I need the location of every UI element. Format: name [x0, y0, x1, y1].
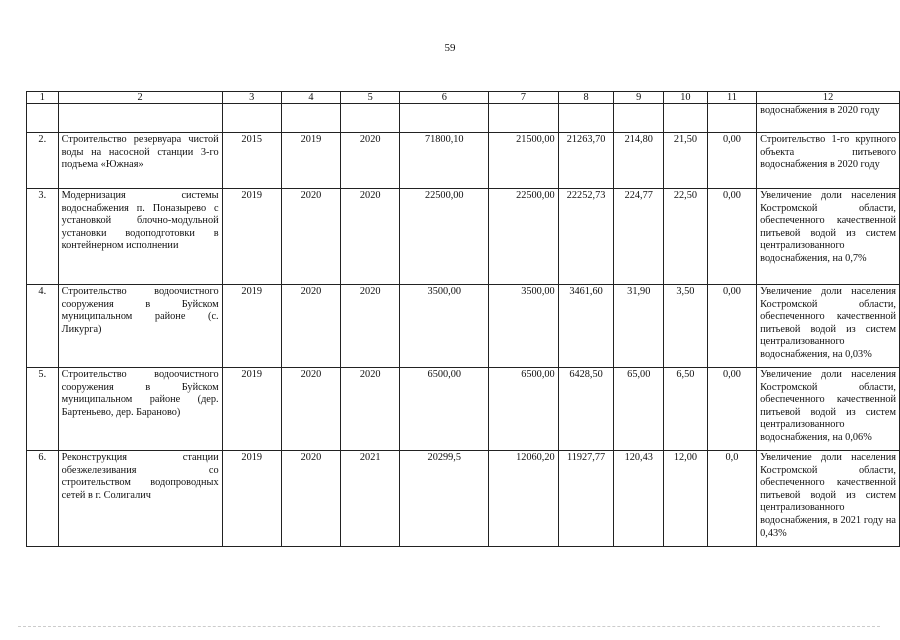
value-col-9: 65,00 [614, 368, 664, 451]
column-header: 8 [558, 92, 614, 104]
value-col-10: 3,50 [664, 285, 708, 368]
column-header: 12 [757, 92, 900, 104]
table-row [27, 285, 900, 368]
row-number: 2. [27, 133, 59, 189]
value-col-6: 20299,5 [400, 451, 489, 547]
value-col-8 [558, 104, 614, 133]
column-header: 1 [27, 92, 59, 104]
value-col-7: 21500,00 [489, 133, 558, 189]
column-header: 2 [58, 92, 222, 104]
expected-result: Увеличение доли населения Костромской области, обеспеченного качественной питьевой водой из систем централизованного водоснабжения, на 0,03% [757, 285, 900, 368]
start-year: 2019 [222, 189, 281, 285]
value-col-6: 3500,00 [400, 285, 489, 368]
value-col-9 [614, 104, 664, 133]
column-header: 7 [489, 92, 558, 104]
value-col-11: 0,00 [707, 285, 756, 368]
page-number: 59 [444, 42, 456, 54]
value-col-6: 71800,10 [400, 133, 489, 189]
column-header: 10 [664, 92, 708, 104]
table-row [27, 368, 900, 451]
end-year: 2020 [341, 133, 400, 189]
value-col-8: 22252,73 [558, 189, 614, 285]
year-col-4: 2020 [281, 285, 340, 368]
table-row [27, 189, 900, 285]
value-col-7: 22500,00 [489, 189, 558, 285]
value-col-7 [489, 104, 558, 133]
value-col-7: 12060,20 [489, 451, 558, 547]
start-year: 2015 [222, 133, 281, 189]
table-row [27, 104, 900, 133]
expected-result: Увеличение доли населения Костромской области, обеспеченного качественной питьевой водой из систем централизованного водоснабжения, на 0,06% [757, 368, 900, 451]
year-col-4: 2020 [281, 451, 340, 547]
start-year: 2019 [222, 368, 281, 451]
value-col-7: 6500,00 [489, 368, 558, 451]
value-col-10: 12,00 [664, 451, 708, 547]
year-col-4: 2020 [281, 368, 340, 451]
end-year: 2020 [341, 368, 400, 451]
value-col-9: 224,77 [614, 189, 664, 285]
value-col-6: 22500,00 [400, 189, 489, 285]
row-number: 4. [27, 285, 59, 368]
project-name [58, 104, 222, 133]
column-header: 11 [707, 92, 756, 104]
value-col-9: 31,90 [614, 285, 664, 368]
start-year [222, 104, 281, 133]
row-number: 6. [27, 451, 59, 547]
page-bottom-edge [18, 626, 880, 627]
end-year: 2020 [341, 285, 400, 368]
column-header: 6 [400, 92, 489, 104]
value-col-11: 0,0 [707, 451, 756, 547]
value-col-8: 6428,50 [558, 368, 614, 451]
start-year: 2019 [222, 451, 281, 547]
value-col-10: 6,50 [664, 368, 708, 451]
value-col-11: 0,00 [707, 133, 756, 189]
value-col-10: 22,50 [664, 189, 708, 285]
value-col-7: 3500,00 [489, 285, 558, 368]
project-name: Строительство водоочистного сооружения в Буйском муниципальном районе (с. Ликурга) [58, 285, 222, 368]
value-col-11: 0,00 [707, 368, 756, 451]
value-col-11 [707, 104, 756, 133]
row-number: 5. [27, 368, 59, 451]
year-col-4: 2019 [281, 133, 340, 189]
header-row [27, 92, 900, 104]
program-table [26, 91, 900, 547]
start-year: 2019 [222, 285, 281, 368]
value-col-8: 11927,77 [558, 451, 614, 547]
table-row [27, 133, 900, 189]
value-col-10 [664, 104, 708, 133]
column-header: 4 [281, 92, 340, 104]
value-col-6: 6500,00 [400, 368, 489, 451]
project-name: Модернизация системы водоснабжения п. Поназырево с установкой блочно-модульной установки водоподготовки в контейнерном исполнении [58, 189, 222, 285]
value-col-8: 21263,70 [558, 133, 614, 189]
end-year [341, 104, 400, 133]
row-number: 3. [27, 189, 59, 285]
year-col-4: 2020 [281, 189, 340, 285]
end-year: 2021 [341, 451, 400, 547]
expected-result: водоснабжения в 2020 году [757, 104, 900, 133]
end-year: 2020 [341, 189, 400, 285]
year-col-4 [281, 104, 340, 133]
row-number [27, 104, 59, 133]
value-col-10: 21,50 [664, 133, 708, 189]
column-header: 9 [614, 92, 664, 104]
project-name: Реконструкция станции обезжелезивания со строительством водопроводных сетей в г. Солигалич [58, 451, 222, 547]
value-col-6 [400, 104, 489, 133]
expected-result: Строительство 1-го крупного объекта питьевого водоснабжения в 2020 году [757, 133, 900, 189]
value-col-9: 214,80 [614, 133, 664, 189]
value-col-11: 0,00 [707, 189, 756, 285]
project-name: Строительство резервуара чистой воды на насосной станции 3-го подъема «Южная» [58, 133, 222, 189]
column-header: 5 [341, 92, 400, 104]
value-col-8: 3461,60 [558, 285, 614, 368]
expected-result: Увеличение доли населения Костромской области, обеспеченного качественной питьевой водой из систем централизованного водоснабжения, на 0,7% [757, 189, 900, 285]
expected-result: Увеличение доли населения Костромской области, обеспеченного качественной питьевой водой из систем централизованного водоснабжения, в 2021 году на 0,43% [757, 451, 900, 547]
column-header: 3 [222, 92, 281, 104]
value-col-9: 120,43 [614, 451, 664, 547]
table-row [27, 451, 900, 547]
project-name: Строительство водоочистного сооружения в Буйском муниципальном районе (дер. Бартеньево, дер. Бараново) [58, 368, 222, 451]
